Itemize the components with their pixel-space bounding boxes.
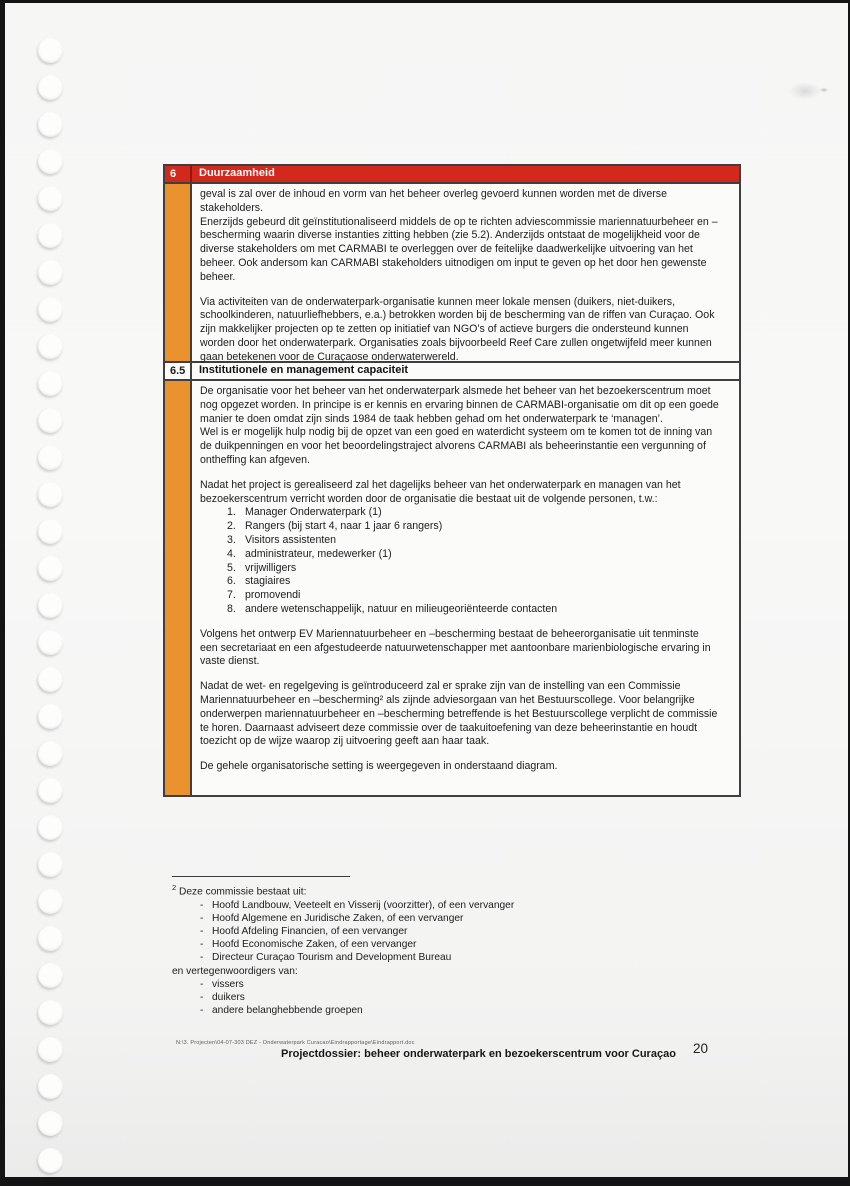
section-6-5-body-row [165, 381, 739, 795]
footer-title: Projectdossier: beheer onderwaterpark en bezoekerscentrum voor Curaçao [281, 1048, 676, 1060]
punch-hole [38, 1074, 63, 1099]
footnote-list-item [172, 991, 732, 1004]
footnote-item-text: Hoofd Afdeling Financien, of een vervanger [212, 926, 408, 937]
footnote-list-item [172, 899, 732, 912]
paragraph: De organisatie voor het beheer van het onderwaterpark alsmede het beheer van het bezoekerscentrum moet nog opgezet worden. In principe is er kennis en ervaring binnen de CARMABI-organisatie om dit op een goede manier te doen omdat zijn sinds 1984 de taak hebben gehad om het onderwaterpark te ‘managen’. [200, 385, 719, 425]
punch-hole [38, 519, 63, 544]
section-6-content [192, 184, 739, 361]
footnote-list-item [172, 1004, 732, 1017]
paragraph: Wel is er mogelijk hulp nodig bij de opzet van een goed en waterdicht systeem om te komen tot de inning van de duikpenningen en voor het beoordelingstraject alvorens CARMABI als beheerinstantie een vergunning of ontheffing kan afgeven. [200, 426, 713, 466]
list-item [200, 548, 719, 562]
punch-hole [38, 704, 63, 729]
blank-line [200, 749, 719, 760]
section-6-5-title: Institutionele en management capaciteit [199, 364, 409, 376]
section-6-orange-column [165, 184, 192, 361]
punch-hole [38, 1000, 63, 1025]
footnote-middle-text: en vertegenwoordigers van: [172, 965, 298, 977]
footnote-item-text: vissers [212, 978, 244, 990]
punch-hole [38, 741, 63, 766]
punch-hole [38, 667, 63, 692]
list-item [200, 506, 719, 520]
list-item-number: 7. [227, 589, 236, 602]
blank-line [200, 285, 719, 296]
punch-hole [38, 963, 63, 988]
punch-hole [38, 889, 63, 914]
punch-hole [38, 778, 63, 803]
footnote-list-item [172, 951, 732, 964]
dash-bullet: - [200, 952, 204, 964]
punch-hole [38, 1111, 63, 1136]
punch-hole [38, 297, 63, 322]
footnote-separator-line [172, 876, 350, 877]
dash-bullet: - [200, 926, 204, 937]
footnote-block [172, 876, 732, 1017]
footnote-list-item [172, 938, 732, 951]
paragraph: Nadat het project is gerealiseerd zal het dagelijks beheer van het onderwaterpark en managen van het bezoekerscentrum verricht worden door de organisatie die bestaat uit de volgende personen, t.w.: [200, 478, 681, 505]
list-item-text: stagiaires [245, 575, 291, 588]
list-item [200, 520, 719, 534]
page-number: 20 [693, 1041, 709, 1056]
footnote-item-text: duikers [212, 992, 245, 1004]
punch-hole [38, 445, 63, 470]
punch-hole [38, 556, 63, 581]
paragraph: geval is zal over de inhoud en vorm van het beheer overleg gevoerd kunnen worden met de diverse stakeholders. [200, 188, 667, 214]
punch-hole [38, 815, 63, 840]
punch-hole [38, 260, 63, 285]
footnote-list-item [172, 925, 732, 938]
scan-smudge-small [820, 88, 828, 92]
list-item-text: promovendi [245, 589, 301, 602]
section-6-header-row [165, 166, 739, 184]
list-item-text: andere wetenschappelijk, natuur en milieugeoriënteerde contacten [245, 602, 558, 615]
list-item [200, 589, 719, 603]
punch-hole [38, 852, 63, 877]
punch-hole [38, 186, 63, 211]
list-item-text: Rangers (bij start 4, naar 1 jaar 6 rangers) [245, 520, 443, 533]
punch-hole [38, 38, 63, 63]
list-item-number: 1. [227, 506, 236, 519]
blank-line [200, 617, 719, 628]
section-6-title: Duurzaamheid [199, 167, 275, 179]
punch-hole [38, 593, 63, 618]
list-item [200, 575, 719, 589]
list-item [200, 603, 719, 617]
list-item-number: 2. [227, 520, 236, 533]
list-item-text: Manager Onderwaterpark (1) [245, 506, 382, 519]
dash-bullet: - [200, 1005, 204, 1017]
footnote-item-text: Directeur Curaçao Tourism and Development Bureau [212, 952, 452, 964]
list-item-number: 5. [227, 561, 236, 574]
list-item-number: 3. [227, 533, 236, 546]
dash-bullet: - [200, 899, 204, 911]
dash-bullet: - [200, 939, 204, 951]
list-item-number: 6. [227, 575, 236, 588]
footnote-list-item [172, 912, 732, 925]
punch-hole [38, 75, 63, 100]
list-item-number: 8. [227, 602, 236, 615]
footnote-list-2 [172, 978, 732, 1018]
section-6-number: 6 [165, 166, 192, 182]
punch-hole [38, 223, 63, 248]
paragraph: Enerzijds gebeurd dit geïnstitutionaliseerd middels de op te richten adviescommissie mariennatuurbeheer en –bescherming waarin diverse instanties zitting hebben (zie 5.2). Anderzijds ontstaat de mogelijkheid voor de diverse stakeholders om met CARMABI te overleggen over de feitelijke daadwerkelijke uitvoering van het beheer. Ook andersom kan CARMABI stakeholders uitnodigen om input te geven op het door hen gewenste beheer. [200, 215, 718, 283]
punch-hole [38, 1037, 63, 1062]
section-6-5-header-row [165, 361, 739, 381]
footnote-item-text: andere belanghebbende groepen [212, 1005, 363, 1017]
section-6-5-content [192, 381, 739, 795]
footnote-item-text: Hoofd Economische Zaken, of een vervanger [212, 939, 417, 951]
list-item-text: Visitors assistenten [245, 533, 337, 546]
punch-hole [38, 112, 63, 137]
footnote-item-text: Hoofd Algemene en Juridische Zaken, of een vervanger [212, 912, 464, 924]
section-6-5-number: 6.5 [165, 363, 192, 379]
blank-line [200, 468, 719, 479]
footnote-list-item [172, 978, 732, 991]
dash-bullet: - [200, 978, 204, 990]
section-6-body-row [165, 184, 739, 361]
punch-hole [38, 371, 63, 396]
paragraph: Nadat de wet- en regelgeving is geïntroduceerd zal er sprake zijn van de instelling van een Commissie Mariennatuurbeheer en –bescherming² als zijnde adviesorgaan van het Bestuurscollege. Voor belangrijke onderwerpen mariennatuurbeheer en –bescherming betreffende is het Bestuurscollege verplicht de commissie te horen. Daarnaast adviseert deze commissie over de taakuitoefening van deze beheerinstantie en houdt toezicht op de wijze waarop zij uitvoering geeft aan haar taak. [200, 680, 718, 748]
punch-hole [38, 149, 63, 174]
dash-bullet: - [200, 912, 204, 924]
punch-hole [38, 1148, 63, 1173]
numbered-list [200, 506, 719, 616]
footnote-intro [172, 881, 732, 899]
footnote-marker: 2 [172, 883, 177, 892]
list-item-text: vrijwilligers [245, 561, 297, 574]
paragraph: Volgens het ontwerp EV Mariennatuurbeheer en –bescherming bestaat de beheerorganisatie uit tenminste een secretariaat en een afgestudeerde natuurwetenschapper met aantoonbare marienbiologische ervaring in vaste dienst. [200, 627, 711, 668]
punch-hole [38, 334, 63, 359]
list-item [200, 534, 719, 548]
punch-hole [38, 926, 63, 951]
scan-smudge [788, 82, 822, 100]
list-item [200, 562, 719, 576]
content-table [163, 164, 741, 797]
list-item-number: 4. [227, 547, 236, 560]
footnote-list-1 [172, 899, 732, 965]
blank-line [200, 669, 719, 680]
paragraph: De gehele organisatorische setting is weergegeven in onderstaand diagram. [200, 760, 558, 773]
footnote-item-text: Hoofd Landbouw, Veeteelt en Visserij (voorzitter), of een vervanger [212, 899, 515, 911]
section-6-5-orange-column [165, 381, 192, 795]
punch-hole [38, 482, 63, 507]
paragraph: Via activiteiten van de onderwaterpark-organisatie kunnen meer lokale mensen (duikers, niet-duikers, schoolkinderen, natuurliefhebbers, e.a.) betrokken worden bij de bescherming van de riffen van Curaçao. Ook zijn makkelijker projecten op te zetten op initiatief van NGO’s of actieve burgers die ondersteund kunnen worden door het onderwaterpark. Organisaties zoals bijvoorbeeld Reef Care zullen ongetwijfeld meer kunnen gaan betekenen voor de Curaçaose onderwaterwereld. [200, 295, 715, 363]
punch-hole [38, 408, 63, 433]
punch-hole [38, 630, 63, 655]
list-item-text: administrateur, medewerker (1) [245, 547, 392, 560]
dash-bullet: - [200, 992, 204, 1004]
footnote-intro-text: Deze commissie bestaat uit: [179, 886, 307, 898]
footer-file-path: N:\3. Projecten\04-07-303 DEZ - Onderwaterpark Curacao\Eindrapportage\Eindrapport.doc [176, 1040, 415, 1046]
